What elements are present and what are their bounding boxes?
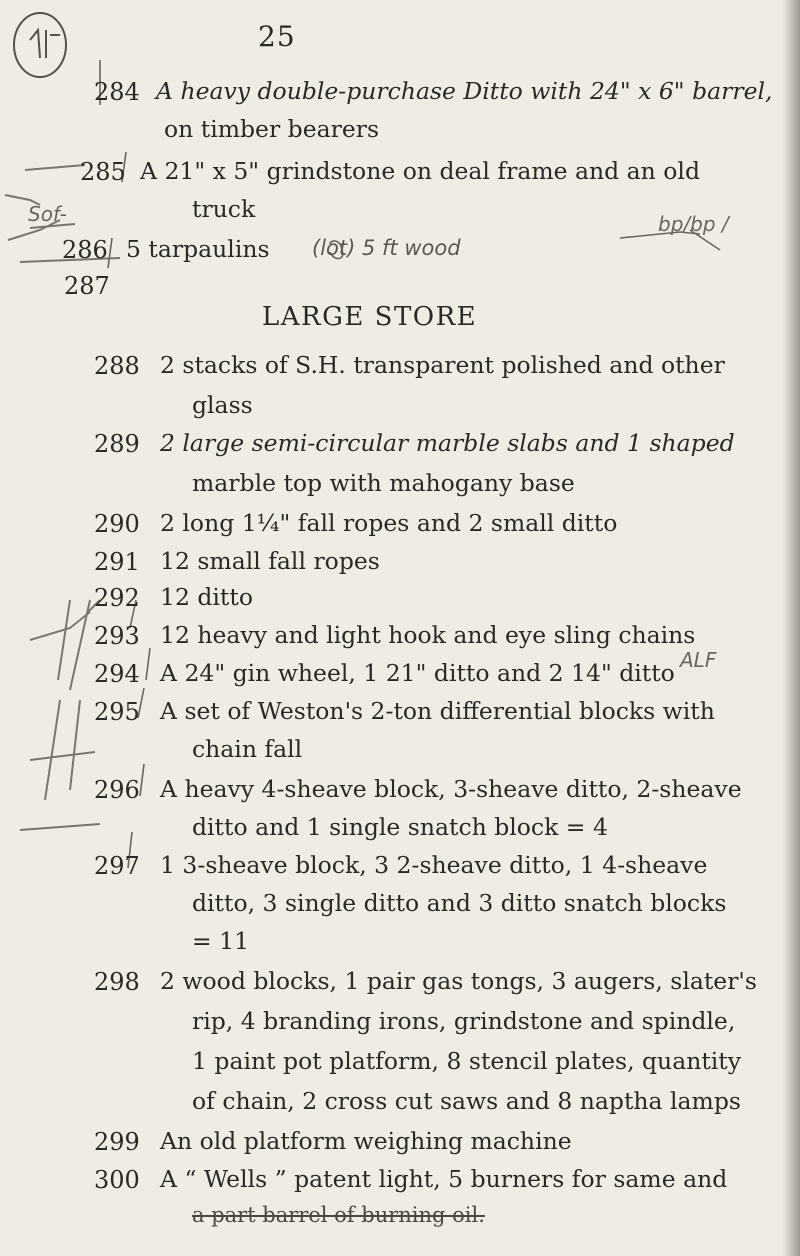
lot-number: 293: [94, 622, 140, 650]
section-heading: LARGE STORE: [262, 302, 478, 332]
lot-description-line: glass: [192, 391, 253, 419]
lot-description-line: 12 small fall ropes: [160, 547, 380, 575]
margin-note-top-left: Sof-: [28, 202, 67, 226]
lot-number: 299: [94, 1128, 140, 1156]
lot-description-line: A set of Weston's 2-ton differential blocks with: [160, 697, 715, 725]
lot-number: 300: [94, 1166, 140, 1194]
lot-number: 292: [94, 584, 140, 612]
lot-description-line: 2 wood blocks, 1 pair gas tongs, 3 augers, slater's: [160, 967, 757, 995]
lot-number: 296: [94, 776, 140, 804]
lot-description-line-struck: a part barrel of burning oil.: [192, 1203, 485, 1227]
lot-number: 290: [94, 510, 140, 538]
margin-note-right-top: bp/bp /: [658, 212, 729, 236]
lot-description-line: A 21" x 5" grindstone on deal frame and an old: [140, 157, 700, 185]
lot-description-line: marble top with mahogany base: [192, 469, 575, 497]
lot-number: 286: [62, 236, 108, 264]
lot-description-line: chain fall: [192, 735, 303, 763]
lot-description-line: rip, 4 branding irons, grindstone and spindle,: [192, 1007, 736, 1035]
lot-description-line: 1 paint pot platform, 8 stencil plates, quantity: [192, 1047, 742, 1075]
lot-description-line: 12 ditto: [160, 583, 253, 611]
page-edge-shadow: [782, 0, 800, 1256]
lot-number: 285: [80, 158, 126, 186]
lot-description-line: 1 3-sheave block, 3 2-sheave ditto, 1 4-sheave: [160, 851, 708, 879]
lot-description-line: ditto and 1 single snatch block = 4: [192, 813, 608, 841]
lot-description-line: of chain, 2 cross cut saws and 8 naptha lamps: [192, 1087, 741, 1115]
page-number: 25: [258, 20, 296, 53]
lot-number: 295: [94, 698, 140, 726]
lot-description-line: = 11: [192, 927, 250, 955]
lot-description-line: on timber bearers: [164, 115, 380, 143]
lot-number: 287: [64, 272, 110, 300]
lot-number: 291: [94, 548, 140, 576]
lot-number: 298: [94, 968, 140, 996]
lot-number: 294: [94, 660, 140, 688]
lot-description-line: An old platform weighing machine: [160, 1127, 572, 1155]
lot-description-line: 2 stacks of S.H. transparent polished and other: [160, 351, 725, 379]
lot-description-line: 2 large semi-circular marble slabs and 1 shaped: [160, 429, 735, 457]
lot-description-line: 2 long 1¼" fall ropes and 2 small ditto: [160, 509, 618, 537]
circle-doodle-letters: [30, 30, 60, 58]
lot-number: 297: [94, 852, 140, 880]
lot-handwritten-note: (lot) 5 ft wood: [312, 236, 461, 260]
lot-description-line: ditto, 3 single ditto and 3 ditto snatch blocks: [192, 889, 727, 917]
lot-number: 289: [94, 430, 140, 458]
lot-description-line: 12 heavy and light hook and eye sling chains: [160, 621, 696, 649]
lot-description-line: truck: [192, 195, 256, 223]
lot-description-line: A 24" gin wheel, 1 21" ditto and 2 14" ditto: [160, 659, 675, 687]
lot-description-line: A heavy 4-sheave block, 3-sheave ditto, 2-sheave: [160, 775, 742, 803]
lot-description-line: A “ Wells ” patent light, 5 burners for same and: [160, 1165, 728, 1193]
lot-description-line: 5 tarpaulins: [126, 235, 270, 263]
lot-description-line: A heavy double-purchase Ditto with 24" x 6" barrel,: [156, 77, 773, 105]
lot-number: 284: [94, 78, 140, 106]
lot-number: 288: [94, 352, 140, 380]
margin-note-right-list: ALF: [680, 648, 717, 672]
